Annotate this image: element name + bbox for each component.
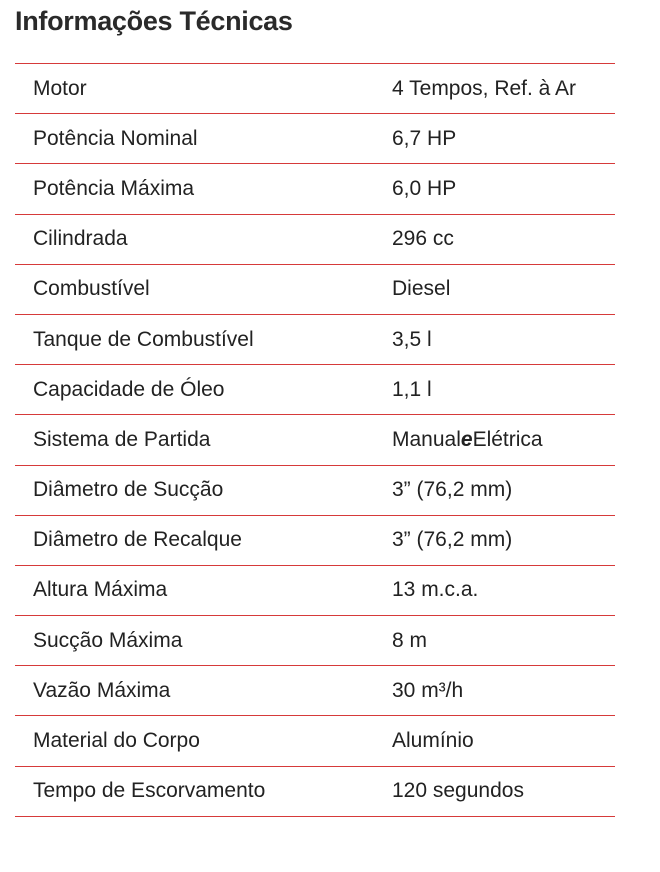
spec-label: Altura Máxima: [33, 578, 168, 602]
spec-value: 1,1 l: [392, 377, 432, 401]
spec-value-part: Elétrica: [472, 427, 543, 451]
table-row: [15, 315, 615, 365]
spec-value: Diesel: [392, 277, 451, 301]
page-title: Informações Técnicas: [15, 6, 293, 36]
spec-label: Cilindrada: [33, 227, 128, 251]
spec-value: 30 m³/h: [392, 678, 464, 702]
spec-label: Potência Máxima: [33, 176, 195, 200]
spec-value: 3” (76,2 mm): [392, 478, 513, 502]
table-row: [15, 164, 615, 214]
table-row: [15, 566, 615, 616]
table-row: [15, 415, 615, 465]
spec-label: Sucção Máxima: [33, 628, 183, 652]
spec-value: 4 Tempos, Ref. à Ar: [392, 76, 577, 100]
table-row: [15, 114, 615, 164]
spec-value: [392, 415, 543, 464]
spec-label: Diâmetro de Sucção: [33, 478, 224, 502]
spec-value: 6,7 HP: [392, 126, 457, 150]
table-row: [15, 64, 615, 114]
spec-value: 3” (76,2 mm): [392, 528, 513, 552]
table-row: [15, 616, 615, 666]
table-row: [15, 215, 615, 265]
table-row: [15, 265, 615, 315]
spec-label: Motor: [33, 76, 87, 100]
spec-label: Tanque de Combustível: [33, 327, 254, 351]
table-row: [15, 516, 615, 566]
spec-label: Tempo de Escorvamento: [33, 779, 266, 803]
spec-table: [15, 63, 615, 817]
table-row: [15, 716, 615, 766]
spec-value: 3,5 l: [392, 327, 432, 351]
spec-value-part: Manual: [392, 427, 461, 451]
table-row: [15, 365, 615, 415]
spec-value: 13 m.c.a.: [392, 578, 479, 602]
table-row: [15, 666, 615, 716]
spec-value: 8 m: [392, 628, 428, 652]
spec-label: Combustível: [33, 277, 150, 301]
spec-label: Capacidade de Óleo: [33, 377, 225, 401]
spec-value-emphasis: e: [460, 427, 473, 451]
spec-value: 6,0 HP: [392, 176, 457, 200]
spec-label: Diâmetro de Recalque: [33, 528, 242, 552]
spec-value: 296 cc: [392, 227, 454, 251]
spec-label: Material do Corpo: [33, 729, 200, 753]
spec-label: Sistema de Partida: [33, 427, 211, 451]
spec-value: 120 segundos: [392, 779, 524, 803]
table-row: [15, 466, 615, 516]
spec-label: Potência Nominal: [33, 126, 198, 150]
spec-value: Alumínio: [392, 729, 474, 753]
spec-label: Vazão Máxima: [33, 678, 171, 702]
table-row: [15, 767, 615, 817]
